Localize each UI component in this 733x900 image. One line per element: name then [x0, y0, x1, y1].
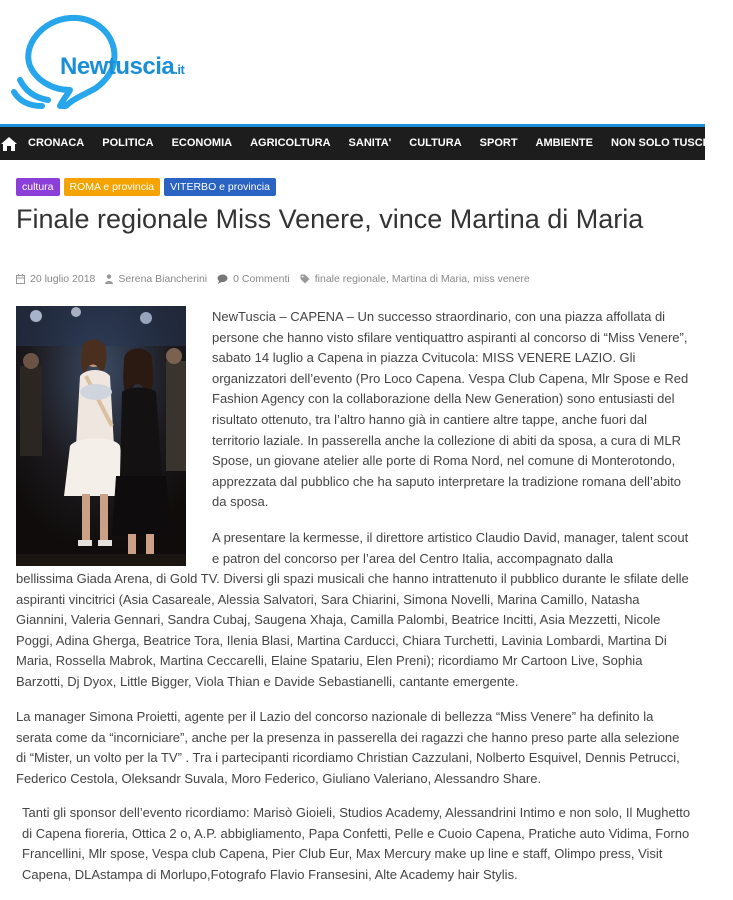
nav-item-ambiente[interactable]: AMBIENTE: [535, 137, 593, 149]
article-photo[interactable]: [16, 306, 186, 566]
category-badge-roma[interactable]: ROMA e provincia: [64, 178, 161, 196]
nav-item-economia[interactable]: ECONOMIA: [171, 137, 233, 149]
nav-item-sanita[interactable]: SANITA': [348, 137, 392, 149]
logo-suffix: .it: [174, 62, 185, 77]
nav-item-cultura[interactable]: CULTURA: [409, 137, 462, 149]
category-badge-viterbo[interactable]: VITERBO e provincia: [164, 178, 276, 196]
calendar-icon: [16, 274, 25, 284]
tag-link[interactable]: Martina di Maria: [391, 273, 468, 285]
main-navigation: [0, 124, 725, 160]
nav-item-cronaca[interactable]: CRONACA: [28, 137, 85, 149]
nav-item-politica[interactable]: POLITICA: [102, 137, 154, 149]
user-icon: [105, 274, 113, 284]
tag-separator: ,: [467, 273, 471, 285]
article-tags: [300, 273, 530, 285]
comment-icon: [217, 274, 228, 284]
article-paragraph: NewTuscia – CAPENA – Un successo straordinario, con una piazza affollata di persone che hanno visto sfilare ventiquattro aspiranti al concorso di “Miss Venere”, sabato 14 luglio a Capena in piazza Cvitucola: MISS VENERE LAZIO. Gli organizzatori dell’evento (Pro Loco Capena. Vespa Club Capena, Mlr Spose e Red Fashion Agency con la collaborazione della New Generation) sono entusiasti del risultato ottenuto, tra l’altro hanno già in cantiere altre tappe, anche fuori dal territorio laziale. In passerella anche la collezione di abiti da sposa, a cura di MLR Spose, un giovane atelier alle porte di Roma Nord, nel comune di Monterotondo, apprezzata dal pubblico che ha saputo interpretare la tradizione romana dell’abito da sposa.: [212, 309, 689, 510]
article-paragraph: La manager Simona Proietti, agente per il Lazio del concorso nazionale di bellezza “Miss Venere” ha definito la serata come da “incorniciare”, anche per la presenza in passerella dei ragazzi che hanno preso parte alla selezione di “Mister, un volto per la TV” . Tra i partecipanti ricordiamo Christian Cazzulani, Nolberto Esquivel, Dennis Petrucci, Federico Cestola, Oleksandr Suvala, Moro Federico, Giuliano Valeriano, Alessandro Share.: [16, 709, 680, 786]
nav-item-agricoltura[interactable]: AGRICOLTURA: [250, 137, 331, 149]
article-author-text: Serena Biancherini: [118, 273, 208, 285]
article-author[interactable]: [105, 273, 207, 285]
article-comments-text: 0 Commenti: [233, 273, 290, 285]
article-paragraph: bellissima Giada Arena, di Gold TV. Diversi gli spazi musicali che hanno intrattenuto il pubblico durante le sfilate delle aspiranti vincitrici (Asia Casareale, Alessia Salvatori, Sara Chiarini, Simona Novelli, Marina Camillo, Natasha Giannini, Valeria Gennari, Sandra Cubaj, Saugena Xhaja, Camilla Palombi, Beatrice Incitti, Asia Mezzetti, Nicole Poggi, Adina Gherga, Beatrice Tora, Ilenia Blasi, Martina Carducci, Chiara Turchetti, Lavinia Lombardi, Martina Di Maria, Rossella Mabrok, Martina Ceccarelli, Elaine Spatariu, Elen Preni); ricordiamo Mr Cartoon Live, Sophia Barzotti, Dj Dyox, Little Bigger, Viola Thian e Davide Sebastianelli, cantante emergente.: [16, 571, 689, 689]
nav-item-label: NON SOLO TUSCIA: [611, 137, 714, 149]
logo-wordmark: [60, 53, 184, 81]
winner-photo-image: [16, 306, 186, 566]
nav-item-sport[interactable]: SPORT: [479, 137, 518, 149]
article-paragraph: A presentare la kermesse, il direttore artistico Claudio David, manager, talent scout e patron del concorso per l’area del Centro Italia, accompagnato dalla: [212, 530, 689, 566]
tag-separator: ,: [385, 273, 389, 285]
article-paragraph: Tanti gli sponsor dell’evento ricordiamo: Marisò Gioieli, Studios Academy, Alessandrini Intimo e non solo, Il Mughetto di Capena fioreria, Ottica 2 o, A.P. abbigliamento, Papa Confetti, Pelle e Cuoio Capena, Pratiche auto Vidima, Forno Francellini, Mlr spose, Vespa club Capena, Pier Club Eur, Max Mercury make up line e staff, Olimpo press, Visit Capena, DLAstampa di Morlupo,Fotografo Flavio Fransesini, Alte Academy hair Stylis.: [22, 805, 691, 882]
tag-icon: [300, 274, 310, 284]
article-comments[interactable]: [217, 273, 290, 285]
tag-link[interactable]: finale regionale: [314, 273, 386, 285]
article-date[interactable]: [16, 273, 95, 285]
site-logo[interactable]: [12, 10, 232, 110]
tag-link[interactable]: miss venere: [473, 273, 530, 285]
chevron-down-icon: ⌄: [716, 138, 725, 148]
category-badge-cultura[interactable]: cultura: [16, 178, 60, 196]
article-date-text: 20 luglio 2018: [30, 273, 96, 285]
category-badges: [16, 178, 276, 196]
logo-name: Newtuscia: [60, 53, 175, 80]
home-icon: [0, 136, 18, 152]
article-meta: [16, 273, 530, 285]
nav-home-button[interactable]: [0, 127, 18, 160]
article-title: Finale regionale Miss Venere, vince Martina di Maria: [16, 204, 644, 234]
nav-item-non-solo-tuscia[interactable]: [602, 127, 733, 160]
